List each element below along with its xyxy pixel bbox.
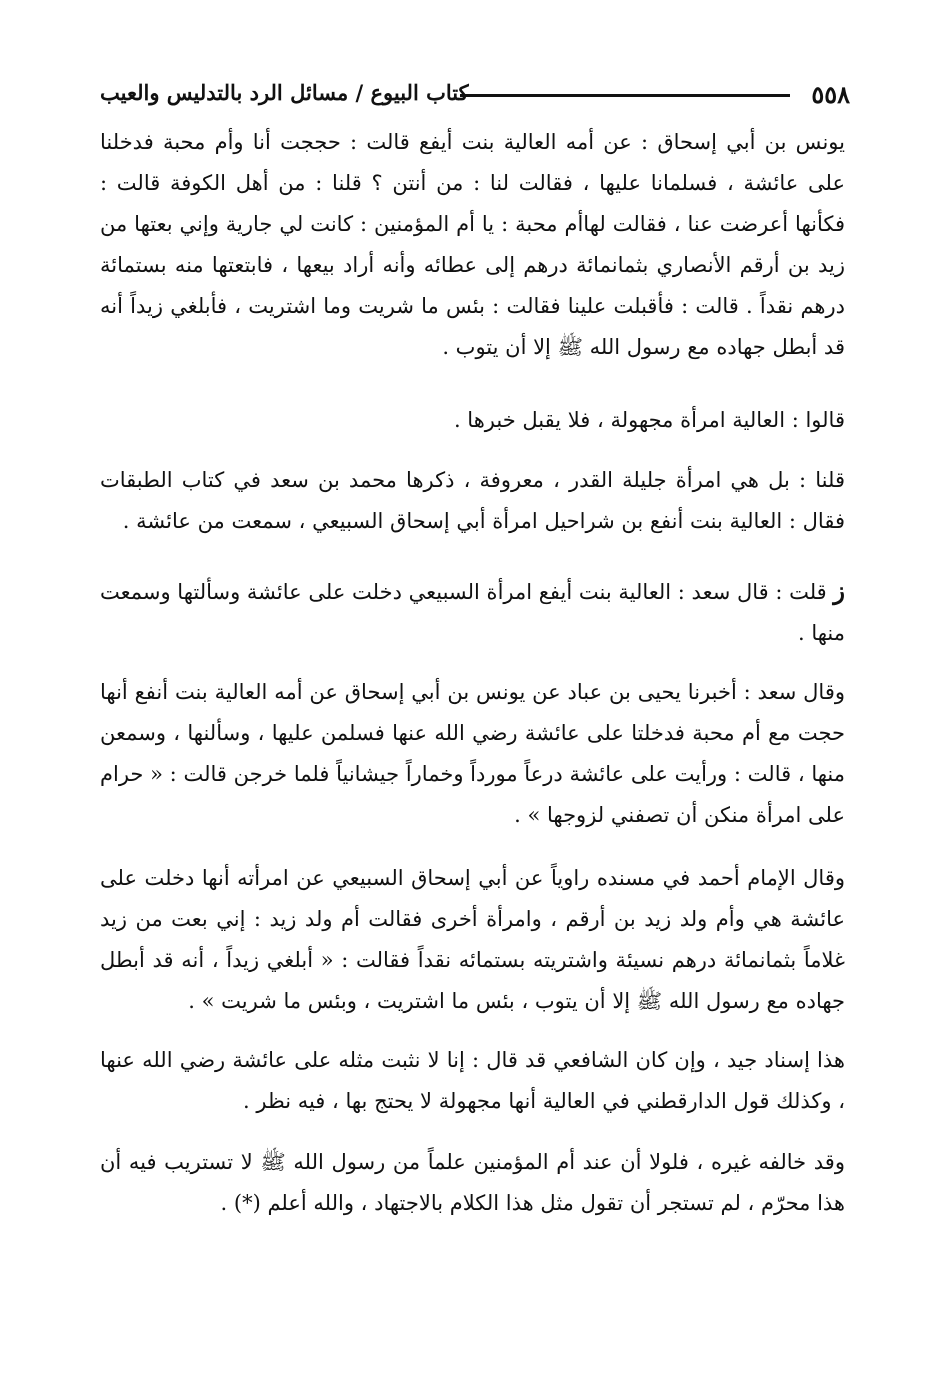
- paragraph-8: وقد خالفه غيره ، فلولا أن عند أم المؤمنين علماً من رسول الله ﷺ لا تستريب فيه أن هذا محرّم ، لم تستجر أن تقول مثل هذا الكلام بالاجتهاد ، والله أعلم (*) .: [100, 1150, 845, 1215]
- body-text: [100, 122, 845, 1228]
- page-number: ٥٥٨: [811, 80, 850, 109]
- zay-marker: ز: [833, 576, 845, 605]
- running-title: كتاب البيوع / مسائل الرد بالتدليس والعيب: [100, 80, 469, 105]
- paragraph-4-text: قلت : قال سعد : العالية بنت أيفع امرأة السبيعي دخلت على عائشة وسألتها وسمعت منها .: [100, 580, 845, 645]
- paragraph-2: قالوا : العالية امرأة مجهولة ، فلا يقبل خبرها .: [453, 408, 845, 432]
- paragraph-3: قلنا : بل هي امرأة جليلة القدر ، معروفة ، ذكرها محمد بن سعد في كتاب الطبقات فقال : العالية بنت أنفع بن شراحيل امرأة أبي إسحاق السبيعي ، سمعت من عائشة .: [100, 468, 845, 533]
- paragraph-4: [100, 570, 845, 652]
- paragraph-1: يونس بن أبي إسحاق : عن أمه العالية بنت أيفع قالت : حججت أنا وأم محبة فدخلنا على عائشة ، فسلمانا عليها ، فقالت لنا : من أنتن ؟ قلنا : من أهل الكوفة قالت : فكأنها أعرضت عنا ، فقالت لهاأم محبة : يا أم المؤمنين : كانت لي جارية وإني بعتها من زيد بن أرقم الأنصاري بثمانمائة درهم إلى عطائه وأنه أراد بيعها ، فابتعتها منه بستمائة درهم نقداً . قالت : فأقبلت علينا فقالت : بئس ما شريت وما اشتريت ، فأبلغي زيداً أنه قد أبطل جهاده مع رسول الله ﷺ إلا أن يتوب .: [100, 130, 845, 359]
- paragraph-5: وقال سعد : أخبرنا يحيى بن عباد عن يونس بن أبي إسحاق عن أمه العالية بنت أنفع أنها حجت مع أم محبة فدخلتا على عائشة رضي الله عنها فسلمن عليها ، وسألنها ، وسمعن منها ، قالت : ورأيت على عائشة درعاً مورداً وخماراً جيشانياً فلما خرجن قالت : « حرام على امرأة منكن أن تصفني لزوجها » .: [100, 680, 845, 827]
- paragraph-6: وقال الإمام أحمد في مسنده راوياً عن أبي إسحاق السبيعي عن امرأته أنها دخلت على عائشة هي وأم ولد زيد بن أرقم ، وامرأة أخرى فقالت أم ولد زيد : إني بعت من زيد غلاماً بثمانمائة درهم نسيئة واشتريته بستمائه نقداً فقالت : « أبلغي زيداً ، أنه قد أبطل جهاده مع رسول الله ﷺ إلا أن يتوب ، بئس ما اشتريت ، وبئس ما شريت » .: [100, 866, 845, 1013]
- page-header: [100, 70, 850, 110]
- paragraph-7: هذا إسناد جيد ، وإن كان الشافعي قد قال : إنا لا نثبت مثله على عائشة رضي الله عنها ، وكذلك قول الدارقطني في العالية أنها مجهولة لا يحتج بها ، فيه نظر .: [100, 1048, 845, 1113]
- header-rule: [460, 94, 790, 97]
